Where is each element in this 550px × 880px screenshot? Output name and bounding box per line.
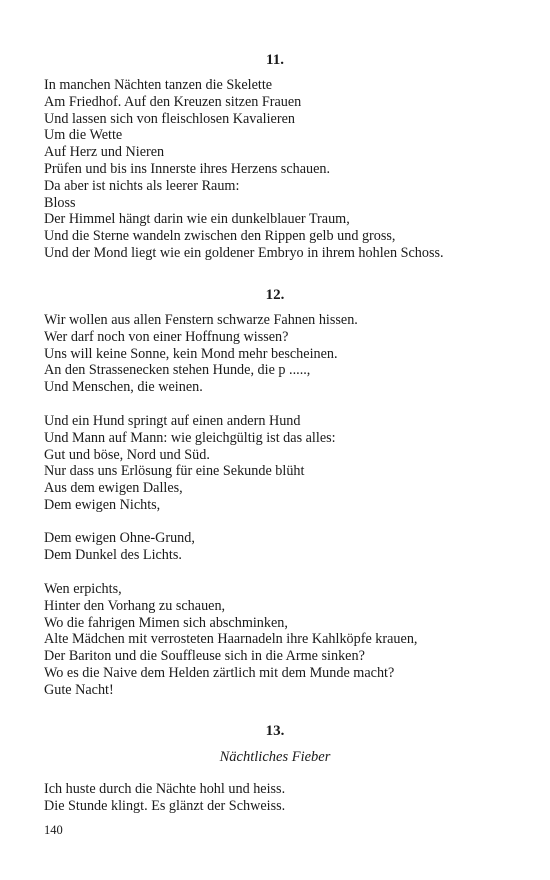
poem-line: Alte Mädchen mit verrosteten Haarnadeln ihre Kahlköpfe krauen, [44,631,418,648]
poem-line: An den Strassenecken stehen Hunde, die p ....., [44,362,311,379]
page-number: 140 [44,823,63,837]
poem-line: Wo es die Naive dem Helden zärtlich mit dem Munde macht? [44,664,395,681]
poem-line: Uns will keine Sonne, kein Mond mehr bescheinen. [44,345,338,362]
poem-line: Der Bariton und die Souffleuse sich in die Arme sinken? [44,648,365,665]
poem-line: Und Menschen, die weinen. [44,379,203,396]
poem-line: Und Mann auf Mann: wie gleichgültig ist das alles: [44,429,336,446]
poem-line: Dem Dunkel des Lichts. [44,546,182,563]
section-number-13: 13. [265,723,285,739]
poem-line: Wer darf noch von einer Hoffnung wissen? [44,328,289,345]
poem-12-stanza-1 [44,312,514,396]
poem-line: Aus dem ewigen Dalles, [44,480,183,497]
poem-line: Wen erpichts, [44,581,122,597]
poem-11-stanza-1 [44,77,514,262]
poem-line: Bloss [44,194,76,211]
poem-line: Und lassen sich von fleischlosen Kavalieren [44,110,295,127]
poem-line: Und der Mond liegt wie ein goldener Embryo in ihrem hohlen Schoss. [44,244,444,261]
poem-line: Dem ewigen Ohne-Grund, [44,530,195,546]
poem-line: Und die Sterne wandeln zwischen den Rippen gelb und gross, [44,228,396,245]
poem-line: Ich huste durch die Nächte hohl und heiss. [44,781,286,797]
poem-line: Prüfen und bis ins Innerste ihres Herzens schauen. [44,160,331,177]
poem-line: Gute Nacht! [44,681,114,698]
poem-line: Wir wollen aus allen Fenstern schwarze Fahnen hissen. [44,312,358,328]
poem-12-stanza-2 [44,413,514,514]
poem-line: Gut und böse, Nord und Süd. [44,446,210,463]
poem-line: Dem ewigen Nichts, [44,496,161,513]
poem-line: Die Stunde klingt. Es glänzt der Schweiss. [44,797,286,814]
poem-line: In manchen Nächten tanzen die Skelette [44,77,273,93]
poem-line: Der Himmel hängt darin wie ein dunkelblauer Traum, [44,211,350,228]
poem-line: Um die Wette [44,127,123,144]
section-number-12: 12. [265,287,285,303]
poem-line: Hinter den Vorhang zu schauen, [44,597,226,614]
poem-line: Auf Herz und Nieren [44,144,165,161]
poem-line: Wo die fahrigen Mimen sich abschminken, [44,614,288,631]
poem-12-stanza-3 [44,530,514,564]
poem-title: Nächtliches Fieber [219,749,331,765]
poem-line: Da aber ist nichts als leerer Raum: [44,177,240,194]
poem-line: Am Friedhof. Auf den Kreuzen sitzen Frauen [44,93,302,110]
poem-line: Nur dass uns Erlösung für eine Sekunde blüht [44,463,305,480]
poem-12-stanza-4 [44,581,514,699]
poem-13-stanza-1 [44,781,514,815]
section-number-11: 11. [266,52,284,68]
poem-line: Und ein Hund springt auf einen andern Hund [44,413,301,429]
